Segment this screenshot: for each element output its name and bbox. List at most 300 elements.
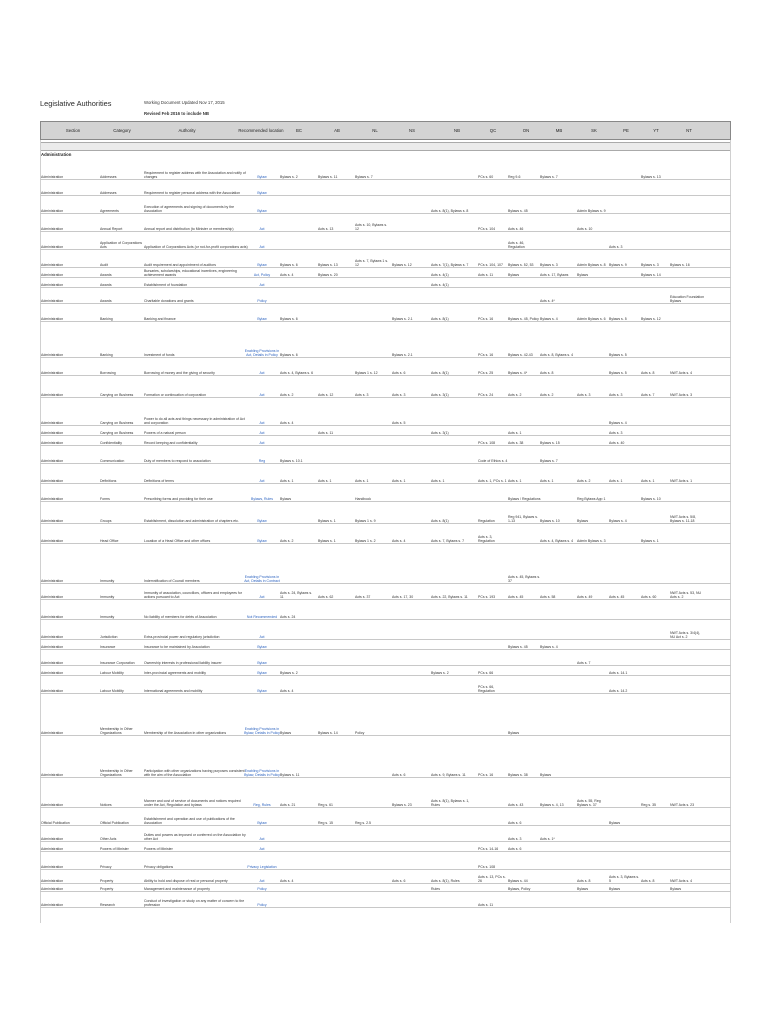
authority-cell: Manner and cost of service of documents and notices required under the Act, Regulation and bylaws: [144, 798, 241, 807]
nb-cell: Acts s. 4(1): [431, 282, 449, 287]
authority-cell: Membership of the Association in other organizations: [144, 730, 227, 735]
nt-cell: NWT Acts s. 23: [670, 802, 695, 807]
authority-cell: Formation or continuation of corporation: [144, 392, 207, 397]
recommended-location-cell: Act: [259, 370, 265, 375]
table-row: [40, 376, 731, 398]
section-label: Administration: [41, 152, 72, 157]
yt-cell: Reg s. 35: [641, 802, 656, 807]
category-cell: Powers of Minister: [100, 846, 129, 851]
category-cell: Property: [100, 878, 114, 883]
table-row: [40, 398, 731, 426]
on-cell: Acts s. 1: [508, 430, 522, 435]
column-header: Category: [113, 128, 131, 133]
qc-cell: Acts s. 13, PCs s. 26: [478, 874, 506, 883]
column-header: NB: [454, 128, 460, 133]
ab-cell: Reg s. 15: [318, 820, 333, 825]
section-cell: Administration: [41, 886, 64, 891]
on-cell: Acts s. 43: [508, 802, 524, 807]
qc-cell: Acts s. 3, Regulation: [478, 534, 495, 543]
nt-cell: Bylaws s. 16: [670, 262, 690, 267]
category-cell: Awards: [100, 298, 112, 303]
pe-cell: Bylaws s. 5: [609, 316, 627, 321]
pe-cell: Acts s. 45: [609, 594, 625, 599]
qc-cell: Acts s. 1, PCs s. 1: [478, 478, 507, 483]
authority-cell: Immunity of association, councillors, officers and employees for actions pursuant to Act: [144, 590, 242, 599]
section-cell: Administration: [41, 262, 64, 267]
qc-cell: PCs s. 108: [478, 440, 496, 445]
table-row: [40, 358, 731, 376]
pe-cell: Bylaws s. 5: [609, 352, 627, 357]
category-cell: Labour Mobility: [100, 688, 124, 693]
pe-cell: Acts s. 14.2: [609, 688, 628, 693]
recommended-location-cell: Bylaw: [257, 644, 267, 649]
authority-cell: Audit requirement and appointment of auditors: [144, 262, 216, 267]
authority-cell: Execution of agreements and signing of documents by the Association: [144, 204, 235, 213]
category-cell: Carrying on Business: [100, 430, 134, 435]
on-cell: Bylaws s. 42-43: [508, 352, 533, 357]
authority-cell: Privacy obligations: [144, 864, 174, 869]
bc-cell: Bylaws s. 2: [280, 670, 298, 675]
category-cell: Addresses: [100, 190, 117, 195]
nt-cell: NWT Acts s. 4: [670, 878, 693, 883]
on-cell: Bylaws s. 4*: [508, 370, 528, 375]
mb-cell: Acts s. 8, Bylaws s. 4: [540, 352, 574, 357]
authority-cell: Establishment of foundation: [144, 282, 188, 287]
yt-cell: Acts s. 60: [641, 594, 657, 599]
ab-cell: Bylaws s. 1: [318, 538, 336, 543]
document-title: Legislative Authorities: [40, 99, 112, 108]
on-cell: Acts s. 45, Bylaws s. 37: [508, 574, 541, 583]
table-row: [40, 160, 731, 180]
sk-cell: Acts s. 2: [577, 478, 591, 483]
on-cell: Acts s. 46, Regulation: [508, 240, 525, 249]
on-cell: Bylaws s. 44: [508, 878, 528, 883]
on-cell: Acts s. 6: [508, 846, 522, 851]
authority-cell: Management and maintenance of property: [144, 886, 210, 891]
bc-cell: Acts s. 4: [280, 688, 294, 693]
section-cell: Administration: [41, 272, 64, 277]
qc-cell: PCs s. 66: [478, 670, 494, 675]
recommended-location-cell: Enabling Provisions in Act, Details in Contract: [244, 574, 280, 583]
recommended-location-cell: Act: [259, 226, 265, 231]
on-cell: Bylaws s. 45: [508, 208, 528, 213]
yt-cell: Acts s. 1: [641, 478, 655, 483]
document-update-note: Working Document Updated Nov 17, 2015: [144, 100, 225, 105]
column-header: BC: [296, 128, 302, 133]
table-row: [40, 524, 731, 544]
section-cell: Administration: [41, 836, 64, 841]
recommended-location-cell: Act: [259, 878, 265, 883]
section-cell: Administration: [41, 244, 64, 249]
bc-cell: Bylaws s. 6: [280, 352, 298, 357]
authority-cell: Ability to hold and dispose of real or personal property: [144, 878, 228, 883]
qc-cell: PCs s. 16: [478, 316, 494, 321]
recommended-location-cell: Act: [259, 420, 265, 425]
ns-cell: Bylaws s. 23: [392, 802, 412, 807]
ns-cell: Acts s. 4: [392, 538, 406, 543]
mb-cell: Bylaws s. 7: [540, 458, 558, 463]
column-header: NS: [409, 128, 415, 133]
category-cell: Application of Corporations Acts: [100, 240, 143, 249]
bc-cell: Bylaws s. 11: [280, 772, 300, 777]
sk-cell: Admin Bylaws s. 9: [577, 208, 606, 213]
section-cell: Administration: [41, 496, 64, 501]
sk-cell: Bylaws: [577, 518, 589, 523]
nb-cell: Acts s. 8(1), Bylaws s. 8: [431, 208, 469, 213]
nt-cell: NWT Acts s. 5/8, Bylaws s. 11-18: [670, 514, 696, 523]
table-row: [40, 778, 731, 808]
ab-cell: Reg s. 61: [318, 802, 333, 807]
nt-cell: NWT Acts s. 1: [670, 478, 693, 483]
category-cell: Groups: [100, 518, 112, 523]
nl-cell: Bylaws 1 s. 2: [355, 538, 376, 543]
authority-cell: Borrowing of money and the giving of security: [144, 370, 215, 375]
category-cell: Insurance Corporation: [100, 660, 135, 665]
nb-cell: Acts s. 8(1): [431, 370, 449, 375]
category-cell: Immunity: [100, 578, 115, 583]
nt-cell: Education Foundation Bylaws: [670, 294, 705, 303]
nb-cell: Acts s. 8(1): [431, 518, 449, 523]
table-row: [40, 250, 731, 268]
authority-cell: International agreements and mobility: [144, 688, 203, 693]
on-cell: Acts s. 2: [508, 392, 522, 397]
authority-cell: Powers of Minister: [144, 846, 173, 851]
recommended-location-cell: Act, Policy: [253, 272, 271, 277]
qc-cell: PCs s. 66, Regulation: [478, 684, 495, 693]
pe-cell: Acts s. 3: [609, 430, 623, 435]
recommended-location-cell: Bylaws, Rules: [251, 496, 273, 501]
section-cell: Administration: [41, 440, 64, 445]
recommended-location-cell: Bylaw: [257, 660, 267, 665]
category-cell: Membership in Other Organizations: [100, 768, 133, 777]
authority-cell: Inter-provincial agreements and mobility: [144, 670, 207, 675]
bc-cell: Bylaws s. 6: [280, 262, 298, 267]
column-header: AB: [334, 128, 340, 133]
category-cell: Confidentiality: [100, 440, 122, 445]
authority-cell: Duty of members to respond to association: [144, 458, 211, 463]
sk-cell: Admin Bylaws s. 6: [577, 316, 606, 321]
table-row: [40, 232, 731, 250]
category-cell: Official Publication: [100, 820, 129, 825]
yt-cell: Bylaws s. 13: [641, 174, 661, 179]
authority-cell: Investment of funds: [144, 352, 175, 357]
qc-cell: Acts s. 11: [478, 272, 494, 277]
authority-cell: Indemnification of Council members: [144, 578, 200, 583]
on-cell: Bylaws / Regulations: [508, 496, 541, 501]
section-cell: Administration: [41, 802, 64, 807]
table-row: [40, 446, 731, 464]
sk-cell: Reg Bylaws App 1: [577, 496, 606, 501]
nl-cell: Bylaws 1 s. 9: [355, 518, 376, 523]
nb-cell: Rules: [431, 886, 440, 891]
section-cell: Administration: [41, 352, 64, 357]
section-cell: Administration: [41, 730, 64, 735]
category-cell: Immunity: [100, 614, 115, 619]
bc-cell: Bylaws s. 6: [280, 316, 298, 321]
on-cell: Reg 941, Bylaws s. 1-13: [508, 514, 538, 523]
recommended-location-cell: Enabling Provisions in Bylaw, Details in Policy: [244, 768, 280, 777]
section-cell: Administration: [41, 846, 64, 851]
ns-cell: Acts s. 17, 30: [392, 594, 414, 599]
yt-cell: Bylaws s. 10: [641, 496, 661, 501]
ab-cell: Bylaws s. 20: [318, 272, 338, 277]
ns-cell: Bylaws s. 2.1: [392, 316, 413, 321]
yt-cell: Bylaws s. 12: [641, 316, 661, 321]
authority-cell: Insurance to be maintained by Association: [144, 644, 210, 649]
ns-cell: Acts s. 6: [392, 370, 406, 375]
pe-cell: Bylaws: [609, 820, 621, 825]
authority-cell: Location of a Head Office and other offices: [144, 538, 211, 543]
pe-cell: Acts s. 3, Bylaws s. 5: [609, 874, 640, 883]
category-cell: Forms: [100, 496, 110, 501]
on-cell: Bylaws s. 52, 53: [508, 262, 534, 267]
authority-cell: Definitions of terms: [144, 478, 174, 483]
nl-cell: Reg s. 2.5: [355, 820, 371, 825]
nb-cell: Acts s. 3(1): [431, 430, 449, 435]
column-header: Authority: [178, 128, 196, 133]
ab-cell: Acts s. 13: [318, 226, 334, 231]
authority-cell: Conduct of investigation or study on any matter of concern to the profession: [144, 898, 245, 907]
category-cell: Labour Mobility: [100, 670, 124, 675]
nb-cell: Acts s. 7(1), Bylaws s. 7: [431, 262, 469, 267]
table-row: [40, 620, 731, 640]
authority-cell: Application of Corporations Acts (or not-for-profit corporations acts): [144, 244, 248, 249]
category-cell: Banking: [100, 352, 113, 357]
recommended-location-cell: Bylaw: [257, 262, 267, 267]
section-cell: Administration: [41, 190, 64, 195]
ns-cell: Acts s. 1: [392, 478, 406, 483]
table-row: [40, 676, 731, 694]
qc-cell: PCs s. 104: [478, 226, 496, 231]
yt-cell: Acts s. 8: [641, 370, 655, 375]
bc-cell: Acts s. 2: [280, 538, 294, 543]
table-row: [40, 436, 731, 446]
table-row: [40, 584, 731, 600]
section-cell: Administration: [41, 392, 64, 397]
category-cell: Carrying on Business: [100, 392, 134, 397]
section-cell: Administration: [41, 518, 64, 523]
sk-cell: Acts s. 8: [577, 878, 591, 883]
pe-cell: Bylaws s. 9: [609, 262, 627, 267]
category-cell: Research: [100, 902, 115, 907]
table-row: [40, 322, 731, 358]
category-cell: Notices: [100, 802, 112, 807]
category-cell: Banking: [100, 316, 113, 321]
mb-cell: Bylaws s. 4, 13: [540, 802, 564, 807]
sk-cell: Admin Bylaws s. 8: [577, 262, 606, 267]
on-cell: Acts s. 46: [508, 226, 524, 231]
mb-cell: Acts s. 1*: [540, 836, 555, 841]
recommended-location-cell: Bylaw: [257, 316, 267, 321]
recommended-location-cell: Bylaw: [257, 174, 267, 179]
mb-cell: Acts s. 1: [540, 478, 554, 483]
section-cell: Administration: [41, 594, 64, 599]
ab-cell: Bylaws s. 11: [318, 174, 338, 179]
nt-cell: NWT Acts s. 3/4(4), NU Act s. 2: [670, 630, 701, 639]
ab-cell: Acts s. 12: [318, 392, 334, 397]
recommended-location-cell: Act: [259, 430, 265, 435]
section-cell: Administration: [41, 538, 64, 543]
sk-cell: Acts s. 7: [577, 660, 591, 665]
mb-cell: Acts s. 4*: [540, 298, 555, 303]
recommended-location-cell: Act: [259, 846, 265, 851]
pe-cell: Bylaws s. 4: [609, 420, 627, 425]
sk-cell: Acts s. 49: [577, 594, 593, 599]
bc-cell: Acts s. 2: [280, 392, 294, 397]
bc-cell: Acts s. 4, Bylaws s. 6: [280, 370, 314, 375]
recommended-location-cell: Bylaw: [257, 688, 267, 693]
on-cell: Acts s. 38: [508, 440, 524, 445]
nl-cell: Handbook: [355, 496, 371, 501]
table-row: [40, 870, 731, 884]
nb-cell: Bylaws s. 2: [431, 670, 449, 675]
bc-cell: Acts s. 24: [280, 614, 296, 619]
bc-cell: Bylaws: [280, 496, 292, 501]
category-cell: Membership in Other Organizations: [100, 726, 133, 735]
nt-cell: Bylaws: [670, 886, 682, 891]
qc-cell: Acts s. 11: [478, 902, 494, 907]
nl-cell: Acts s. 1: [355, 478, 369, 483]
table-row: [40, 842, 731, 852]
authority-cell: Ownership interests in professional liability insurer: [144, 660, 222, 665]
nb-cell: Acts s. 8(1), Bylaws s. 1, Rules: [431, 798, 470, 807]
ab-cell: Acts s. 1: [318, 478, 332, 483]
section-cell: Administration: [41, 226, 64, 231]
column-header: MB: [555, 128, 563, 133]
qc-cell: PCs s. 16: [478, 772, 494, 777]
nb-cell: Acts s. 4(1): [431, 272, 449, 277]
nb-cell: Acts s. 8(1): [431, 316, 449, 321]
category-cell: Agreements: [100, 208, 119, 213]
table-row: [40, 736, 731, 778]
sk-cell: Acts s. 55, Reg Bylaws s. 37: [577, 798, 601, 807]
section-cell: Administration: [41, 644, 64, 649]
authority-cell: Powers of a natural person: [144, 430, 186, 435]
table-row: [40, 694, 731, 736]
ab-cell: Acts s. 62: [318, 594, 334, 599]
table-row: [40, 268, 731, 278]
nb-cell: Acts s. 8(1), Rules: [431, 878, 460, 883]
column-header: PE: [623, 128, 629, 133]
recommended-location-cell: Act: [259, 836, 265, 841]
mb-cell: Bylaws: [540, 772, 552, 777]
authority-cell: Power to do all acts and things necessary in administration of Act and corporation: [144, 416, 245, 425]
on-cell: Bylaws: [508, 730, 520, 735]
recommended-location-cell: Bylaw: [257, 208, 267, 213]
table-row: [40, 600, 731, 620]
mb-cell: Bylaws s. 10: [540, 518, 560, 523]
mb-cell: Acts s. 17, Bylaws: [540, 272, 569, 277]
section-cell: Administration: [41, 864, 64, 869]
pe-cell: Acts s. 40: [609, 440, 625, 445]
qc-cell: PCs s. 104, 107: [478, 262, 503, 267]
column-header: NT: [686, 128, 692, 133]
category-cell: Property: [100, 886, 114, 891]
section-cell: Official Publication: [41, 820, 70, 825]
qc-cell: PCs s. 193: [478, 594, 496, 599]
column-header: YT: [653, 128, 659, 133]
section-cell: Administration: [41, 670, 64, 675]
column-header: Section: [65, 128, 81, 133]
ab-cell: Bylaws s. 14: [318, 730, 338, 735]
ns-cell: Acts s. 6: [392, 878, 406, 883]
pe-cell: Acts s. 14.1: [609, 670, 628, 675]
ns-cell: Acts s. 6: [392, 772, 406, 777]
nb-cell: Acts s. 9, Bylaws s. 11: [431, 772, 466, 777]
on-cell: Bylaws s. 45, Policy: [508, 316, 539, 321]
ab-cell: Bylaws s. 1: [318, 518, 336, 523]
section-cell: Administration: [41, 370, 64, 375]
recommended-location-cell: Policy: [257, 902, 267, 907]
authority-cell: Participation with other organizations having purposes consistent with the aim of the Association: [144, 768, 245, 777]
on-cell: Acts s. 6: [508, 820, 522, 825]
mb-cell: Acts s. 4, Bylaws s. 4: [540, 538, 574, 543]
yt-cell: Bylaws s. 1: [641, 538, 659, 543]
mb-cell: Bylaws s. 15: [540, 440, 560, 445]
authority-cell: Charitable donations and grants: [144, 298, 194, 303]
table-row: [40, 502, 731, 524]
section-cell: Administration: [41, 282, 64, 287]
nl-cell: Bylaws 1 s. 12: [355, 370, 378, 375]
nt-cell: NWT Acts s. 3: [670, 392, 693, 397]
qc-cell: PCs s. 25: [478, 370, 494, 375]
column-header: Recommended location: [238, 128, 284, 133]
section-cell: Administration: [41, 298, 64, 303]
bc-cell: Acts s. 21: [280, 802, 296, 807]
authority-cell: Extra-provincial power and regulatory jurisdiction: [144, 634, 220, 639]
authority-cell: Banking and finance: [144, 316, 176, 321]
section-cell: Administration: [41, 634, 64, 639]
column-header: QC: [489, 128, 497, 133]
table-row: [40, 808, 731, 826]
category-cell: Head Office: [100, 538, 119, 543]
on-cell: Acts s. 3: [508, 836, 522, 841]
section-cell: Administration: [41, 614, 64, 619]
recommended-location-cell: Reg, Rules: [253, 802, 271, 807]
on-cell: Bylaws, Policy: [508, 886, 531, 891]
pe-cell: Acts s. 3: [609, 392, 623, 397]
table-row: [40, 426, 731, 436]
row-divider: [40, 907, 731, 908]
recommended-location-cell: Not Recommended: [246, 614, 278, 619]
authority-cell: Requirement to register address with the Association and notify of changes: [144, 170, 246, 179]
section-cell: Administration: [41, 660, 64, 665]
yt-cell: Bylaws s. 14: [641, 272, 661, 277]
sk-cell: Acts s. 3: [577, 392, 591, 397]
category-cell: Definitions: [100, 478, 117, 483]
authority-cell: Establishment, dissolution and administration of chapters etc.: [144, 518, 239, 523]
section-cell: Administration: [41, 578, 64, 583]
sk-cell: Bylaws: [577, 886, 589, 891]
nt-cell: NWT Acts s. 4: [670, 370, 693, 375]
mb-cell: Acts s. 2: [540, 392, 554, 397]
ns-cell: Bylaws s. 2.1: [392, 352, 413, 357]
section-cell: Administration: [41, 208, 64, 213]
sk-cell: Admin Bylaws s. 3: [577, 538, 606, 543]
nl-cell: Acts s. 7, Bylaws 1 s. 12: [355, 258, 389, 267]
category-cell: Jurisdiction: [100, 634, 118, 639]
qc-cell: Regulation: [478, 518, 495, 523]
recommended-location-cell: Policy: [257, 298, 267, 303]
pe-cell: Bylaws s. 5: [609, 370, 627, 375]
nl-cell: Acts s. 10, Bylaws s. 12: [355, 222, 388, 231]
recommended-location-cell: Policy: [257, 886, 267, 891]
sk-cell: Acts s. 10: [577, 226, 593, 231]
mb-cell: Acts s. 8: [540, 370, 554, 375]
category-cell: Immunity: [100, 594, 115, 599]
qc-cell: PCs s. 16: [478, 352, 494, 357]
yt-cell: Acts s. 7: [641, 392, 655, 397]
